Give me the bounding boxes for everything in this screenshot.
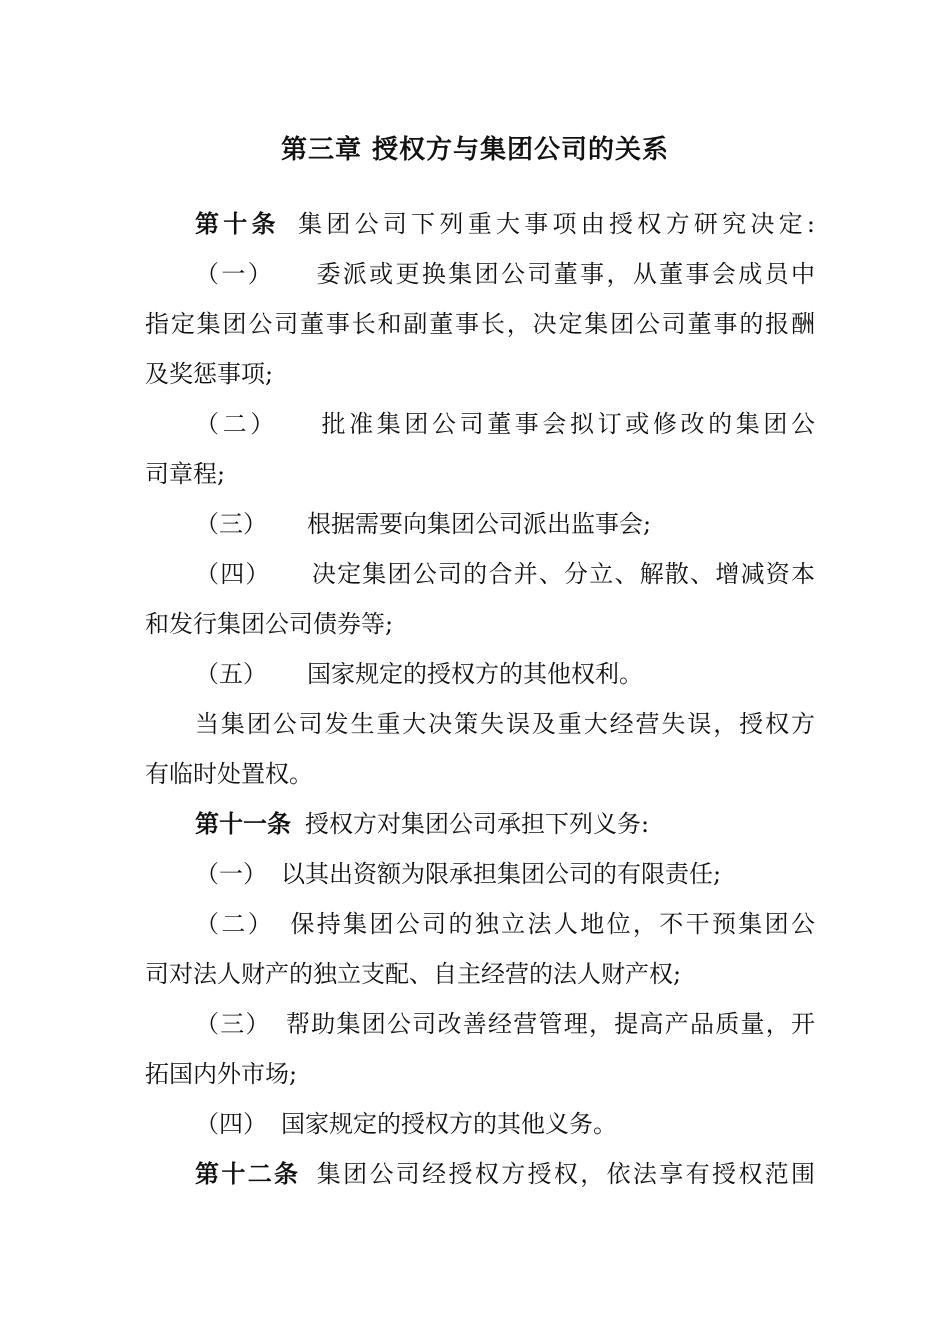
item-text: 国家规定的授权方的其他义务。	[281, 1110, 617, 1138]
article-10-item-3	[195, 504, 815, 544]
item-number: （三）	[195, 1010, 271, 1038]
article-12-heading-line	[195, 1154, 815, 1194]
item-number: （二）	[195, 410, 278, 438]
item-text: 国家规定的授权方的其他权利。	[307, 660, 643, 688]
article-11-item-2-line-1	[195, 904, 815, 944]
article-10-item-4-line-1	[195, 554, 815, 594]
article-11-heading-line	[195, 804, 815, 844]
article-10-intro: 集团公司下列重大事项由授权方研究决定:	[293, 210, 815, 238]
article-12-label: 第十二条	[195, 1160, 301, 1188]
item-text: 保持集团公司的独立法人地位，不干预集团公	[288, 910, 816, 938]
article-10-item-2-line-2: 司章程;	[145, 460, 226, 488]
article-11-label: 第十一条	[195, 810, 291, 838]
article-10-item-5	[195, 654, 815, 694]
item-number: （五）	[195, 660, 267, 688]
item-text: 以其出资额为限承担集团公司的有限责任;	[281, 860, 722, 888]
item-number: （三）	[195, 510, 267, 538]
item-number: （一）	[195, 860, 267, 888]
item-text: 批准集团公司董事会拟订或修改的集团公	[317, 410, 816, 438]
article-11-item-3-line-1	[195, 1004, 815, 1044]
chapter-title: 第三章 授权方与集团公司的关系	[280, 135, 670, 165]
article-10-label: 第十条	[195, 210, 280, 238]
item-text: 帮助集团公司改善经营管理，提高产品质量，开	[284, 1010, 815, 1038]
article-11-intro: 授权方对集团公司承担下列义务:	[305, 810, 650, 838]
item-number: （四）	[195, 1110, 267, 1138]
article-11-item-2-line-2: 司对法人财产的独立支配、自主经营的法人财产权;	[145, 960, 682, 988]
item-number: （二）	[195, 910, 275, 938]
item-number: （一）	[195, 260, 275, 288]
item-text: 根据需要向集团公司派出监事会;	[307, 510, 652, 538]
article-10-item-2-line-1	[195, 404, 815, 444]
item-number: （四）	[195, 560, 271, 588]
article-10-extra-line-2: 有临时处置权。	[145, 760, 313, 788]
article-11-item-1	[195, 854, 815, 894]
article-10-item-4-line-2: 和发行集团公司债券等;	[145, 610, 394, 638]
article-11-item-4	[195, 1104, 815, 1144]
article-12-intro: 集团公司经授权方授权，依法享有授权范围	[314, 1160, 816, 1188]
article-10-item-1-line-1	[195, 254, 815, 294]
item-text: 委派或更换集团公司董事，从董事会成员中	[314, 260, 816, 288]
article-10-heading-line	[195, 204, 815, 244]
article-10-extra-line-1: 当集团公司发生重大决策失误及重大经营失误，授权方	[195, 710, 815, 738]
article-11-item-3-line-2: 拓国内外市场;	[145, 1060, 298, 1088]
item-text: 决定集团公司的合并、分立、解散、增减资本	[310, 560, 816, 588]
article-10-item-1-line-3: 及奖惩事项;	[145, 360, 274, 388]
article-10-item-1-line-2: 指定集团公司董事长和副董事长，决定集团公司董事的报酬	[145, 310, 815, 338]
